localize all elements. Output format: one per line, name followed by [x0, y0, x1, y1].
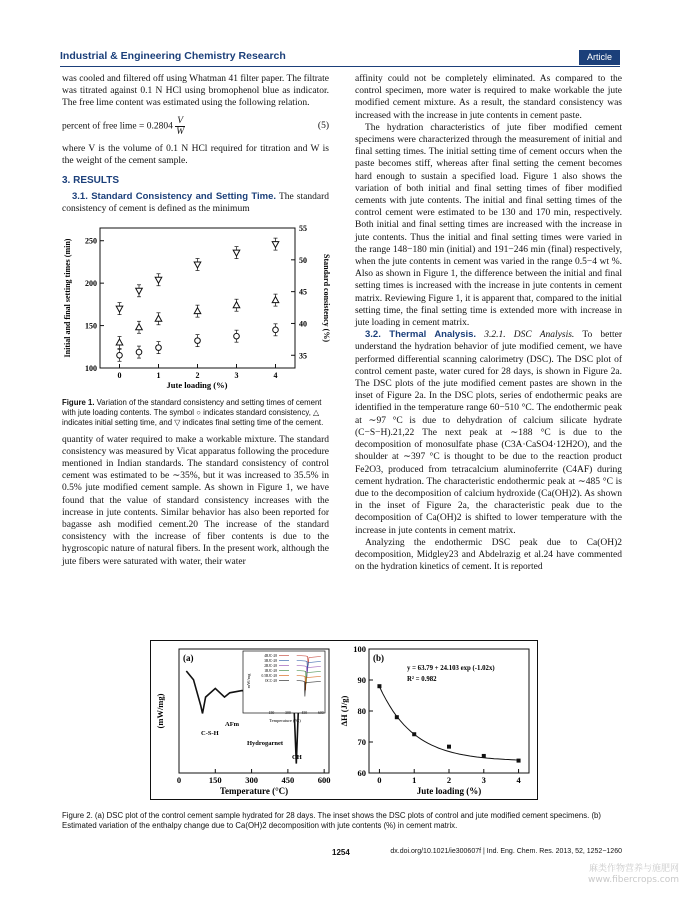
paragraph: Analyzing the endothermic DSC peak due to Ca(OH)2 decomposition, Midgley23 and Abdelrazig et al.24 have commented on the hydration kinetics of cement. It is reported: [355, 537, 622, 573]
y-tick-label: 250: [85, 236, 97, 246]
x-tick-label: 2: [446, 775, 452, 785]
inset-legend-label: 2RJC-28: [264, 664, 277, 668]
inset-legend-label: OCC-28: [264, 679, 277, 683]
data-point-circle: [136, 346, 142, 358]
inset-legend-label: 1RJC-28: [264, 669, 277, 673]
data-point-circle: [517, 759, 521, 763]
equation-denominator: W: [176, 126, 185, 137]
figure-2-caption: Figure 2. (a) DSC plot of the control cement sample hydrated for 28 days. The inset shows the DSC plots of control and jute modified cement specimens. (b) Estimated variation of the enthalpy change due to Ca(OH)2 decomposition with jute contents (%) in cement matrix.: [62, 811, 601, 830]
x-tick-label: 3: [481, 775, 486, 785]
paragraph: quantity of water required to make a workable mixture. The standard consistency was measured by Vicat apparatus following the procedure mentioned in Indian standards. The standard consistency of control cement was estimated to be ∼35%, but it was increased to 35.5% in 0.5% jute modified cement sample. As shown in Figure 1, we have found that the value of standard consistency increases with the increase in jute contents. Similar behavior has also been reported for bagasse ash modified cement.20 The increase of the standard consistency with the increase of fiber contents is due to the hygroscopic nature of natural fibers. In the present work, although the jute fibers were saturated with water, their water: [62, 434, 329, 567]
x-tick-label: 1: [156, 370, 161, 380]
data-point-circle: [117, 349, 123, 361]
paragraph: 3.1. Standard Consistency and Setting Time. The standard consistency of cement is defined as the minimum: [62, 191, 329, 215]
y-tick-label: 150: [85, 321, 97, 331]
page-header: [60, 50, 620, 66]
y-tick-label: 100: [85, 363, 97, 373]
x-axis-label: Jute loading (%): [166, 379, 228, 390]
data-point-triangle-up: [194, 305, 201, 317]
figure-1: [62, 222, 329, 394]
paragraph: where V is the volume of 0.1 N HCl required for titration and W is the weight of the cement sample.: [62, 143, 329, 166]
x-tick-label: 1: [412, 775, 417, 785]
y-axis-label: Initial and final setting times (min): [63, 238, 72, 358]
inset-x-tick-label: 600: [317, 711, 324, 715]
inset-x-tick-label: 150: [268, 711, 275, 715]
subsubsection-heading: 3.2.1. DSC Analysis.: [484, 330, 575, 341]
equation-5: [62, 116, 329, 137]
figure-2: [150, 640, 538, 800]
x-tick-label: 0: [176, 775, 182, 785]
data-point-triangle: [447, 745, 451, 749]
data-point-triangle-down: [272, 238, 279, 250]
annotation-afm: AFm: [225, 721, 240, 728]
inset-legend-label: 3RJC-28: [264, 659, 277, 663]
annotation-hydrogarnet: Hydrogarnet: [247, 740, 283, 747]
equation-fraction: [175, 116, 185, 137]
inset-x-tick-label: 300: [285, 711, 291, 715]
panel-a-x-label: Temperature (°C): [219, 786, 289, 796]
x-tick-label: 4: [273, 370, 278, 380]
data-point-triangle-up: [272, 294, 279, 306]
equation-lhs: percent of free lime = 0.2804: [62, 121, 173, 132]
x-tick-label: 0: [117, 370, 122, 380]
panel-b-label: (b): [373, 653, 384, 663]
doi-citation: dx.doi.org/10.1021/ie300607f | Ind. Eng. Chem. Res. 2013, 52, 1252−1260: [390, 848, 622, 855]
inset-legend-label: 0.5RJC-28: [261, 674, 277, 678]
paragraph: affinity could not be completely eliminated. As compared to the control specimen, more water is required to make workable the jute modified cement mixture. As a result, the standard consistency was increased with the increase in jute contents in cement paste.: [355, 74, 622, 121]
data-point-triangle-down: [194, 258, 201, 270]
article-type-badge: Article: [579, 50, 620, 65]
x-tick-label: 150: [208, 775, 222, 785]
annotation-csh: C-S-H: [201, 730, 219, 737]
data-point-triangle-up: [155, 312, 162, 324]
y2-tick-label: 50: [299, 255, 307, 265]
inset-x-label: Temperature (°C): [269, 718, 301, 723]
data-point-triangle-down: [116, 302, 123, 314]
data-point-circle: [156, 341, 162, 353]
panel-a-label: (a): [183, 653, 194, 663]
data-point-circle: [195, 334, 201, 346]
x-tick-label: 2: [195, 370, 200, 380]
fit-r2: R² = 0.982: [407, 676, 437, 683]
paragraph: 3.2. Thermal Analysis. 3.2.1. DSC Analysis. To better understand the hydration behavior of jute modified cement, we have performed differential scanning calorimetry (DSC). The DSC plot of control cement paste, water cured for 28 days, is shown in Figure 2a. The DSC plots of the jute modified cement pastes are shown in the inset of Figure 2a. In the DSC plots, series of endothermic peaks are identified in the temperature range 60−510 °C. The endothermic peak at ∼97 °C is due to dehydration of calcium silicate hydrate (C−S−H).21,22 The next peak at ∼188 °C is due to the decomposition of monosulfate phase (C3A·CaSO4·12H2O), and the shoulder at ∼397 °C is thought to be due to the reaction product Fe2O3, produced from tetracalcium aluminoferrite (C4AF) during cement hydration. The characteristic endothermic peak at ∼485 °C is due to the decomposition of calcium hydroxide (Ca(OH)2). As shown in the inset of Figure 2a, the characteristic peak due to the decomposition of Ca(OH)2 is shifted to lower temperature with the increase in jute contents in cement matrix.: [355, 329, 623, 536]
y2-tick-label: 35: [299, 350, 307, 360]
subsection-heading: 3.1. Standard Consistency and Setting Time.: [72, 191, 277, 203]
panel-b-y-label: ΔH (J/g): [339, 695, 349, 727]
x-tick-label: 300: [245, 775, 258, 785]
right-column: [355, 73, 622, 573]
y-tick-label: 200: [85, 278, 97, 288]
x-tick-label: 3: [234, 370, 239, 380]
y-tick-label: 60: [357, 768, 366, 778]
y2-axis-label: Standard consistency (%): [322, 253, 331, 342]
data-point-triangle-up: [233, 299, 240, 311]
figure-1-chart: [62, 222, 329, 394]
subsection-heading: 3.2. Thermal Analysis.: [365, 329, 477, 341]
fit-equation: y = 63.79 + 24.103 exp (-1.02x): [407, 665, 495, 672]
equation-number: (5): [317, 121, 329, 131]
panel-a-y-label: (mW/mg): [155, 693, 165, 729]
annotation-ch: CH: [292, 754, 302, 761]
figure-2-chart: [151, 641, 537, 799]
data-point-circle: [273, 323, 279, 335]
y-tick-label: 70: [357, 737, 366, 747]
section-heading: 3. RESULTS: [62, 175, 120, 187]
data-point-star: [395, 715, 399, 719]
inset-x-tick-label: 450: [301, 711, 308, 715]
page-number: 1254: [332, 848, 350, 857]
journal-name: Industrial & Engineering Chemistry Research: [60, 50, 286, 62]
data-point-diamond: [412, 732, 416, 736]
left-column: [62, 73, 329, 568]
data-point-star: [482, 754, 486, 758]
inset-y-label: mW/mg: [246, 673, 251, 689]
data-point-triangle-up: [116, 336, 123, 348]
watermark: 麻类作物营养与施肥网 www.fibercrops.com: [588, 864, 679, 885]
y-tick-label: 90: [357, 675, 366, 685]
paragraph: was cooled and filtered off using Whatman 41 filter paper. The filtrate was titrated against 0.1 N HCl using bromophenol blue as indicator. The free lime content was estimated using the following relation.: [62, 74, 329, 109]
inset-legend-label: 4RJC-28: [264, 654, 277, 658]
y2-tick-label: 40: [299, 319, 307, 329]
paragraph: The hydration characteristics of jute fiber modified cement specimens were characterized through the measurement of initial and final setting times. The initial setting time of cement occurs when the paste becomes stiff, whereas after final setting the cement becomes hard enough to sustain a specified load. Figure 1 also shows the variation of both initial and final setting times of fiber modified cements with jute contents. The initial and final setting times of the control cement were estimated to be 130 and 170 min, respectively. Both initial and final setting times are increased with the increase in jute contents. Thus the initial and final setting times were varied in the range 148−180 min (initial) and 191−246 min (final) respectively, when the jute contents in cement was varied in the range 0.5−4 wt %. Also as shown in Figure 1, the difference between the initial and final setting times is increased with the increase in jute contents in cement matrix. Reviewing Figure 1, it is apparent that, compared to the initial setting time, the final setting time is extended more with increase in jute loading in cement matrix.: [355, 122, 622, 329]
plot-frame: [100, 228, 295, 368]
y-tick-label: 100: [353, 644, 366, 654]
fit-curve: [379, 687, 518, 761]
equation-numerator: V: [177, 115, 184, 126]
figure-1-caption: Figure 1. Variation of the standard consistency and setting times of cement with jute loading contents. The symbol ○ indicates standard consistency, △ indicates initial setting time, and ▽ indicates final setting time of the cement.: [62, 397, 324, 427]
x-tick-label: 0: [377, 775, 382, 785]
data-point-triangle-down: [155, 273, 162, 285]
data-point-square: [377, 684, 381, 688]
y-tick-label: 80: [357, 706, 366, 716]
x-tick-label: 4: [516, 775, 521, 785]
data-point-triangle-down: [136, 284, 143, 296]
y2-tick-label: 55: [299, 223, 307, 233]
header-rule: [60, 66, 620, 67]
data-point-triangle-down: [233, 246, 240, 258]
data-point-triangle-up: [136, 321, 143, 333]
page-footer: [62, 848, 622, 858]
x-tick-label: 600: [317, 775, 331, 785]
data-point-circle: [234, 330, 240, 342]
panel-b-x-label: Jute loading (%): [416, 786, 482, 796]
y2-tick-label: 45: [299, 287, 307, 297]
x-tick-label: 450: [281, 775, 295, 785]
